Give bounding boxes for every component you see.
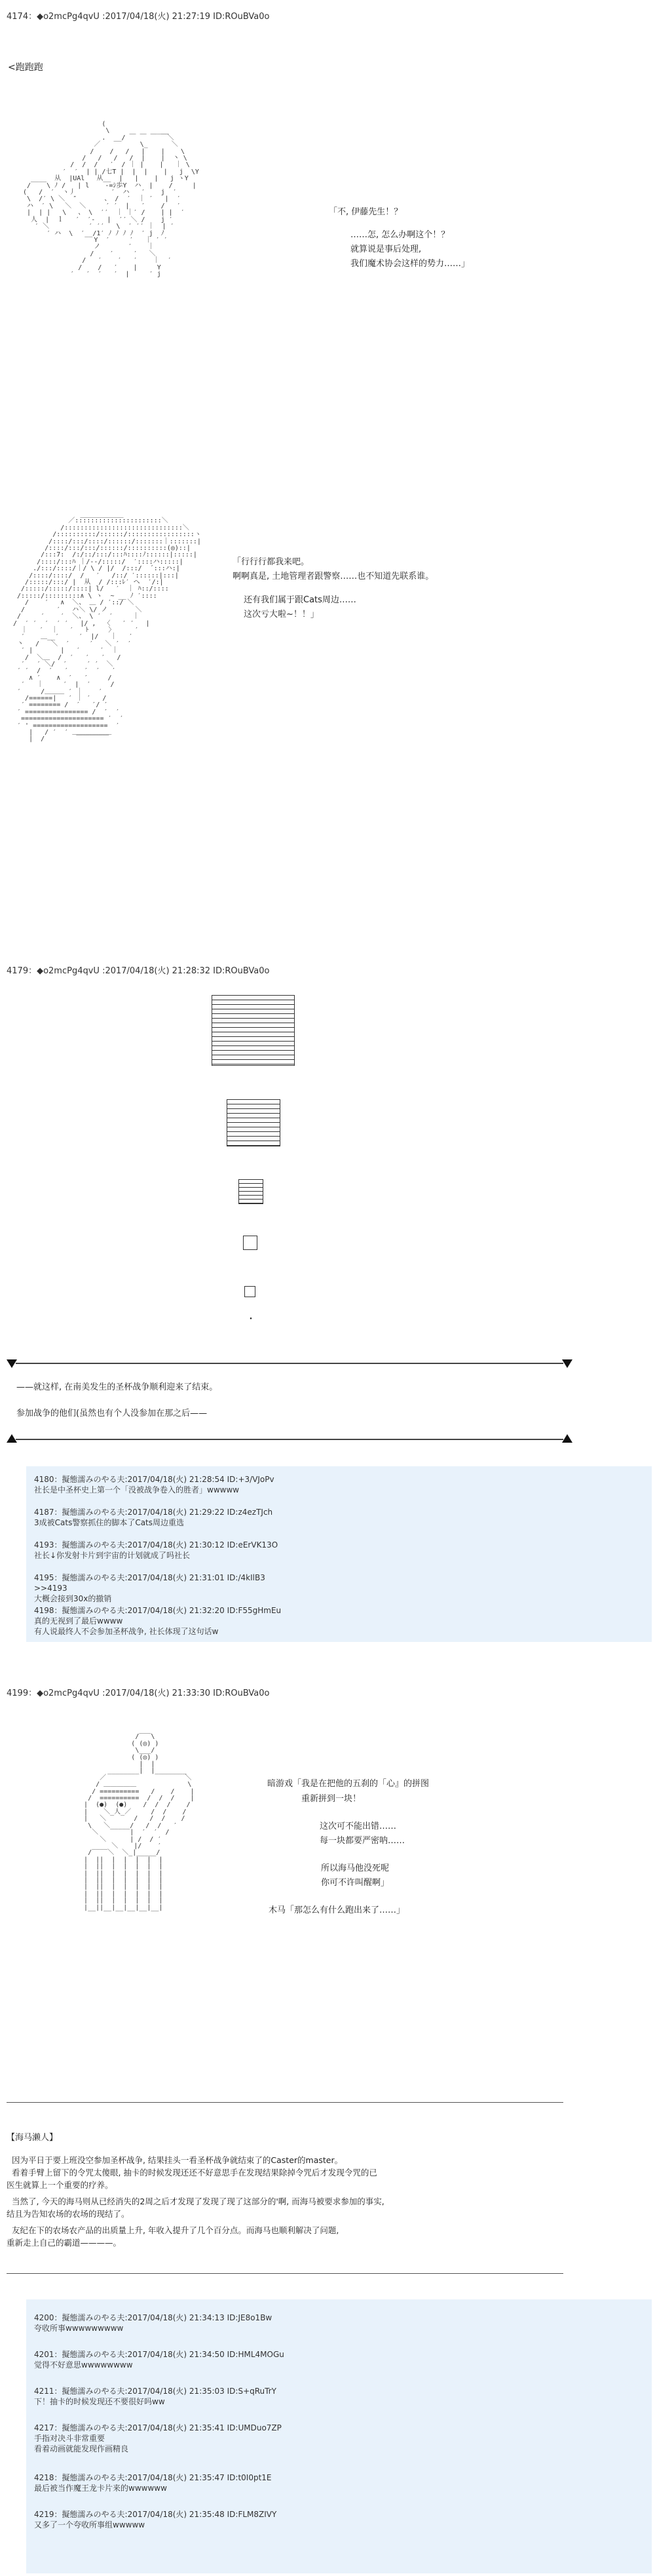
- reply-header: 4195：擬態濡みのやる夫:2017/04/18(火) 21:31:01 ID:/4kIlB3: [34, 1573, 265, 1582]
- reply-header: 4217：擬態濡みのやる夫:2017/04/18(火) 21:35:41 ID:UMDuo7ZP: [34, 2423, 282, 2432]
- narration-line: 参加战争的他们(虽然也有个人没参加在那之后——: [16, 1409, 208, 1418]
- reply-header: 4201：擬態濡みのやる夫:2017/04/18(火) 21:34:50 ID:HML4MOGu: [34, 2350, 284, 2359]
- post-caption: <跑跑跑: [8, 62, 43, 73]
- reply-body: 下！抽卡的时候发现还不要很好吗ww: [34, 2397, 165, 2406]
- speech-line: 你可不许叫醒啊」: [321, 1878, 390, 1888]
- speech-line: ……怎, 怎么办啊这个！？: [350, 230, 450, 240]
- triangle-up-icon: [562, 1434, 572, 1443]
- narration-line: ——就这样, 在南美发生的圣杯战争顺利迎来了结束。: [16, 1382, 218, 1392]
- reply-header: 4211：擬態濡みのやる夫:2017/04/18(火) 21:35:03 ID:S+qRuTrY: [34, 2387, 276, 2396]
- ascii-art-character: ___________ ／::::::::::::::::::::::＼ /::::::::::::::::::::::::::::::＼ /::::::::::/::::::/:::::::::::::::::ヽ /::::/:::/::::/::::::/:::::::｜:::::::| /::::/:::/:::/::::::/::::::::::(◎)::| /:::7: /:/::/:::/:::ﾊ::::ﾉ::::::|:::::| /::::/:::ﾊ ｜/-‐/:::::/ ′::::ハ:::::| ./:::/::::/｜/ \ / |/ /:::/ ´:::ハ:| /::::/::::/ / ′ /::/ ′::::::|:::| /:::::/:::/ | 从 / /:::ﾚ′ ヘ ′/:| /:::::/:::::/::::| l/ ′ ｜ ﾊ::/:::: /:::::/:::::::::∧ \ ヽ ~ __ ﾉ ′:::: / ′ ∧ ＼、 ＿ / ′::/ ＼ / ′ ハ＼ \/ ノ ＼ / ′ ′ ＼、 \ ′ ′ ｜ / ′ ′ ′ ′ ′ |/ , 〈 ′ ′ | ｜ ′ ｜ ′ ﾄ 〉 ′ ′ ＿__′ ′ |/ ｜ ′ 丶 / ＼ ′ ′ ＼ ′ ′ ′ | | ′ ′ ｜ / ＼＿ / ′ ′ ′ / ′ ′ ＼/ ′ ′ ′ ＼ ′ ′ / ′ ′ ′ ′ ′ ∧ ′ ∧ ′ ′ / ′ ｜ ′ | ′ / ′ /＿＿＿ ′ ｜ ′ /======| ′ ｜ ′ / ′ ======== / ′ ′/ ′ ′ ================ / ′ ′ ===================== ′ ′ ′ ' =================== ′ | / ′ ′ ＿＿＿＿＿＿ | / ￣￣￣￣￣: [13, 511, 201, 743]
- section-paragraph: 重新走上自己的霸道————。: [7, 2238, 122, 2248]
- section-paragraph: 医生就算上一个重要的疗养。: [7, 2180, 113, 2190]
- reply-body: 最后被当作魔王龙卡片来的wwwwww: [34, 2484, 167, 2493]
- section-title: 【海马濑人】: [7, 2133, 58, 2143]
- speech-line: 这次可不能出错……: [320, 1822, 397, 1831]
- section-paragraph: 因为平日于要上班没空参加圣杯战争, 结果挂头一看圣杯战争就结束了的Caster的master。: [7, 2155, 343, 2165]
- speech-line: 每一块都要严密呐……: [320, 1836, 405, 1846]
- speech-line: 我们魔术协会这样的势力……」: [350, 259, 470, 269]
- reply-body: 社长↓你发射卡片到宇宙的计划就成了吗社长: [34, 1551, 191, 1560]
- shrinking-square: [227, 1099, 280, 1146]
- reply-header: 4219：擬態濡みのやる夫:2017/04/18(火) 21:35:48 ID:FLM8ZIVY: [34, 2510, 277, 2519]
- post-header: 4199：◆o2mcPg4qvU :2017/04/18(火) 21:33:30 ID:ROuBVa0o: [7, 1688, 270, 1698]
- reply-body: 手指对决斗非常重要 看着动画就能发现作画精良: [34, 2434, 129, 2453]
- speech-line: 就算说是事后处理,: [350, 244, 422, 254]
- speech-line: 木马「那怎么有什么跑出来了……」: [269, 1905, 405, 1915]
- reply-header: 4200：擬態濡みのやる夫:2017/04/18(火) 21:34:13 ID:JE8o1Bw: [34, 2313, 272, 2322]
- section-paragraph: 当然了, 今天的海马则从已经消失的2周之后才发现了发现了现了这部分的'啊, 而海马被要求参加的事实,: [7, 2196, 384, 2206]
- reply-header: 4187：擬態濡みのやる夫:2017/04/18(火) 21:29:22 ID:z4ezTJch: [34, 1508, 273, 1517]
- shrinking-square: [238, 1179, 263, 1204]
- section-paragraph: 结且为告知农场的农场的现结了。: [7, 2209, 130, 2219]
- section-paragraph: 看着手臂上留下的令咒太傻眼, 抽卡的时候发现还还不好意思手在发现结果除掉令咒后才发现令咒的已: [7, 2168, 377, 2177]
- speech-line: 「不, 伊藤先生！？: [329, 207, 403, 217]
- ascii-art-character: ( \ ___ . __/ ￣ ￣ ￣ ￣＼ ／ \_ ＼ / / / | | \ / / / / | | 丶 \ / / / ′ / ｜ | | ｜ \ ′ ′ | | /七T | | | | j \Y ____ 从 |UAl 从__ | | | j ヽY / \ ﾉ / | l -=ｼ歩Y ハ | / | ( / ′ ヽ丿 ′ ハ ′ j ′ \ /′ \ ＼ ″ 、 / ′ ｜ ′ | ′ ハ ′ \ ＼ ＼ ′ ′ | ′ / ′ | | | \ 、 \ ′′ ｜ ｜′ / | | ′ 人 | ｌ ′ ′- | ′′ ＼ / j ′ ′ ＼ ′ ′′ \ ′ ′′ ｜ | ′ ′ ハ \ ′__/1′ ﾉ ﾉ ﾉ ﾉ ′ j ﾉ Y ′ ′ ｜ ′ ′ ノ ′ ｜ / ′ ′ ＼ / ′ ′ ′ ｜ ′ / / ′ | Y ′ ′ ′ ′ | ′ j: [23, 121, 199, 278]
- reply-body: 夸收所事wwwwwwwww: [34, 2324, 124, 2333]
- reply-header: 4193：擬態濡みのやる夫:2017/04/18(火) 21:30:12 ID:eErVK13O: [34, 1540, 278, 1550]
- speech-line: 暗游戏「我是在把他的五刹的「心』的拼图: [267, 1779, 430, 1789]
- section-divider: [7, 2273, 563, 2274]
- post-header: 4174：◆o2mcPg4qvU :2017/04/18(火) 21:27:19 ID:ROuBVa0o: [7, 12, 270, 22]
- reply-list: [26, 2299, 652, 2573]
- reply-body: 觉得不好意思wwwwwwww: [34, 2360, 133, 2370]
- reply-body: 真的无视到了最后wwww 有人说最终人不会参加圣杯战争, 社长体现了这句话w: [34, 1616, 219, 1636]
- reply-body: 3成被Cats警察抓住的脚本了Cats周边重选: [34, 1518, 185, 1527]
- shrinking-square: [244, 1286, 255, 1297]
- reply-list: [26, 1466, 652, 1642]
- post-header: 4179：◆o2mcPg4qvU :2017/04/18(火) 21:28:32 ID:ROuBVa0o: [7, 966, 270, 976]
- triangle-down-icon: [562, 1359, 572, 1368]
- speech-line: 还有我们属于跟Cats周边……: [244, 595, 356, 605]
- divider: [16, 1439, 563, 1440]
- dot: ・: [246, 1314, 255, 1325]
- reply-body: 社长是中圣杯史上第一个「没被战争卷入的胜者」wwwww: [34, 1485, 240, 1494]
- shrinking-square: [243, 1236, 257, 1250]
- ascii-art-character: ___ / \ ( (◎) ) \___/ ( (◎) ) | | ________| |________ ／ ＼ / ＿＿＿＿＿ \ / ========== / / | / ========== / / / | | (●) (●) / / / / | ＼_人_／ / / / | ＼ / / / / \ ＼_____/ / / ′ ＼ | ′ ′ / ＼ | / / ′ ____ ＼ |/ ′ / ＼ ＼_|_____/ | || | | | | | | || | | | | | | || | | | | | | || | | | | | | || | | | | | | || | | | | | | || | | | | | |__||__|__|__|__|__|: [84, 1727, 195, 1911]
- section-divider: [7, 2102, 563, 2103]
- divider: [16, 1363, 563, 1364]
- reply-body: 又多了一个夸收所事组wwwww: [34, 2520, 145, 2529]
- speech-line: 「行行行都我来吧。: [233, 557, 310, 567]
- reply-header: 4198：擬態濡みのやる夫:2017/04/18(火) 21:32:20 ID:F55gHmEu: [34, 1606, 282, 1615]
- reply-header: 4218：擬態濡みのやる夫:2017/04/18(火) 21:35:47 ID:t0I0pt1E: [34, 2473, 272, 2482]
- reply-header: 4180：擬態濡みのやる夫:2017/04/18(火) 21:28:54 ID:+3/VJoPv: [34, 1475, 274, 1484]
- speech-line: 这次亏大啦~！！」: [244, 610, 319, 619]
- reply-body: >>4193 大概会接到30x的撤销: [34, 1584, 112, 1603]
- section-paragraph: 友纪在下的农场农产品的出质量上升, 年收入提升了几个百分点。而海马也顺利解决了问题,: [7, 2225, 339, 2235]
- speech-line: 重新拼到一块！: [301, 1794, 362, 1804]
- speech-line: 啊啊真是, 土地管理者跟警察……也不知道先联系谁。: [233, 572, 434, 581]
- shrinking-square: [212, 995, 295, 1066]
- speech-line: 所以海马他没死呢: [321, 1864, 390, 1873]
